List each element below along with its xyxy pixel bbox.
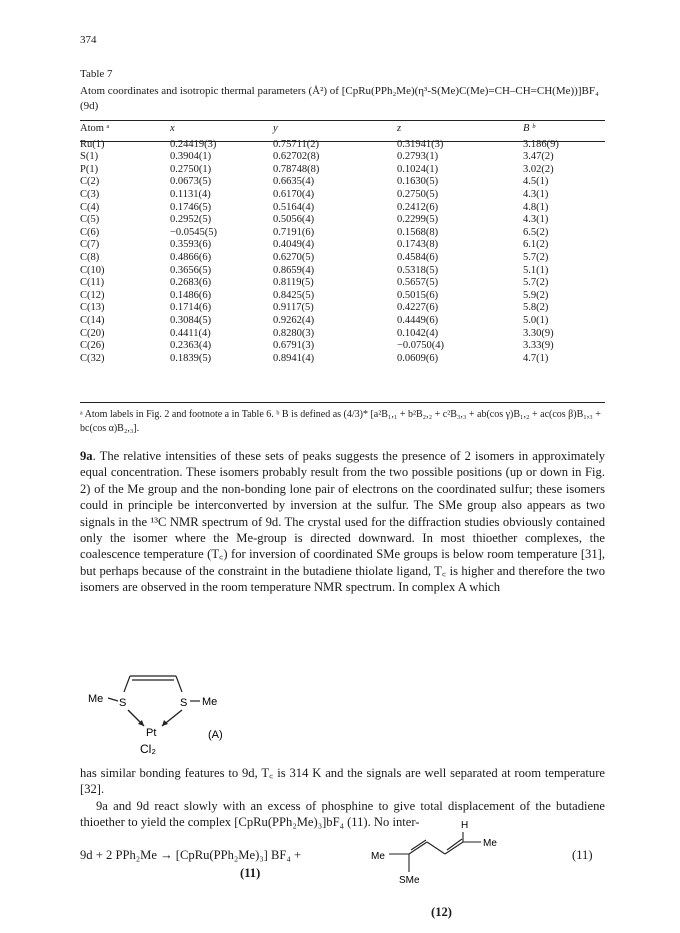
value-cell: 0.5056(4)	[273, 214, 315, 226]
atom-label-cell: C(2)	[80, 176, 100, 188]
value-cell: 3.47(2)	[523, 151, 554, 163]
struct-a-label: (A)	[208, 729, 223, 741]
value-cell: 0.4227(6)	[397, 302, 439, 314]
struct-a-me-left: Me	[88, 693, 104, 705]
table-header-cell: z	[397, 123, 402, 134]
atom-label-cell: C(32)	[80, 352, 105, 364]
value-cell: 0.2750(1)	[170, 163, 212, 175]
value-cell: 0.78748(8)	[273, 163, 320, 175]
value-cell: 5.1(1)	[523, 264, 549, 276]
table-row	[80, 151, 605, 164]
atom-label-cell: C(20)	[80, 327, 105, 339]
equation-number: (11)	[572, 848, 593, 862]
struct-12-bond	[427, 842, 445, 854]
value-cell: 0.1839(5)	[170, 352, 212, 364]
value-cell: 0.4866(6)	[170, 251, 212, 263]
table-bottom-rule	[80, 402, 605, 403]
atom-label-cell: C(8)	[80, 251, 100, 263]
table-caption: Atom coordinates and isotropic thermal parameters (Å²) of [CpRu(PPh₂Me)(η³-S(Me)C(Me)=CH–CH=CH(Me))]BF₄ (9d)	[80, 85, 599, 112]
table-header-cell: Atom ᵃ	[80, 123, 110, 134]
struct-a-bond	[108, 698, 118, 701]
table-row	[80, 290, 605, 303]
value-cell: 0.3656(5)	[170, 264, 212, 276]
table-top-rule	[80, 120, 605, 121]
value-cell: 0.8280(3)	[273, 327, 315, 339]
value-cell: 3.186(9)	[523, 138, 559, 150]
value-cell: 6.5(2)	[523, 226, 549, 238]
paragraph-3: 9a and 9d react slowly with an excess of phosphine to give total displacement of the butadiene thioether to yield the complex [CpRu(PPh₂Me)₃]bF₄ (11). No inter-	[80, 799, 605, 830]
value-cell: 0.75711(2)	[273, 138, 319, 150]
value-cell: 0.4411(4)	[170, 327, 211, 339]
table-row	[80, 340, 605, 353]
paragraph-1	[80, 448, 605, 596]
value-cell: 5.7(2)	[523, 251, 549, 263]
table-row	[80, 315, 605, 328]
struct-a-pt: Pt	[146, 727, 157, 739]
atom-label-cell: C(3)	[80, 188, 100, 200]
value-cell: 0.2683(6)	[170, 277, 212, 289]
struct-12-bond	[445, 842, 463, 854]
atom-label-cell: C(13)	[80, 302, 105, 314]
struct-12-me-right: Me	[483, 838, 497, 849]
atom-label-cell: C(14)	[80, 314, 105, 326]
table-row	[80, 265, 605, 278]
struct-a-s-left: S	[119, 697, 127, 709]
value-cell: 0.31941(3)	[397, 138, 444, 150]
value-cell: 0.3084(5)	[170, 314, 212, 326]
table-header-cell: x	[170, 123, 175, 134]
page-number: 374	[80, 34, 97, 46]
value-cell: 0.1630(5)	[397, 176, 439, 188]
value-cell: 0.1131(4)	[170, 188, 211, 200]
value-cell: 0.4449(6)	[397, 314, 439, 326]
value-cell: 0.2299(5)	[397, 214, 439, 226]
value-cell: 4.8(1)	[523, 201, 549, 213]
value-cell: 3.33(9)	[523, 340, 554, 352]
value-cell: 0.1743(8)	[397, 239, 439, 251]
value-cell: 0.1486(6)	[170, 289, 212, 301]
value-cell: 0.9262(4)	[273, 314, 315, 326]
value-cell: 0.1746(5)	[170, 201, 212, 213]
struct-a-me-right: Me	[202, 696, 218, 708]
struct-a-s-right: S	[180, 697, 188, 709]
table-body	[80, 139, 605, 366]
table-row	[80, 214, 605, 227]
value-cell: 0.7191(6)	[273, 226, 315, 238]
value-cell: 0.1714(6)	[170, 302, 212, 314]
atom-label-cell: Ru(1)	[80, 138, 105, 150]
struct-12-h: H	[461, 820, 469, 831]
value-cell: 0.0673(5)	[170, 176, 212, 188]
table-header-row	[80, 122, 605, 139]
value-cell: −0.0750(4)	[397, 340, 445, 352]
value-cell: 0.3904(1)	[170, 151, 212, 163]
value-cell: 5.9(2)	[523, 289, 549, 301]
value-cell: 0.6170(4)	[273, 188, 315, 200]
table-row	[80, 239, 605, 252]
coordinates-table	[80, 122, 605, 365]
value-cell: 0.4584(6)	[397, 251, 439, 263]
struct-12-me-left: Me	[371, 851, 385, 862]
value-cell: 0.4049(4)	[273, 239, 315, 251]
paragraph-1-text: . The relative intensities of these sets of peaks suggests the presence of 2 isomers in approximately equal concentration. These isomers probably result from the two possible positions (up or down in Fig. 2) of the Me group and the non-bonding lone pair of electrons on the coordinated sulfur; these isomers could in principle be interconverted by inversion at the sulfur. The SMe group also appears as two signals in the ¹³C NMR spectrum of 9d. The crystal used for the diffraction studies obviously contained only the isomer where the Me-group is directed downward. In most thioether complexes, the coalescence temperature (T꜀) for inversion of coordinated SMe groups is below room temperature [31], but perhaps because of the constraint in the butadiene thiolate ligand, T꜀ is higher and therefore the two isomers are observed in the room temperature NMR spectrum. In complex A which	[80, 449, 605, 595]
atom-label-cell: C(26)	[80, 340, 105, 352]
value-cell: 0.1042(4)	[397, 327, 439, 339]
reaction-equation: 9d + 2 PPh₂Me → [CpRu(PPh₂Me)₃] BF₄ +	[80, 848, 302, 862]
atom-label-cell: C(11)	[80, 277, 105, 289]
paragraph-2: has similar bonding features to 9d, T꜀ is 314 K and the signals are well separated at room temperature [32].	[80, 766, 605, 797]
value-cell: 0.24419(3)	[170, 138, 217, 150]
value-cell: 4.7(1)	[523, 352, 549, 364]
value-cell: 0.0609(6)	[397, 352, 439, 364]
value-cell: 4.3(1)	[523, 214, 549, 226]
value-cell: 0.2952(5)	[170, 214, 212, 226]
table-row	[80, 302, 605, 315]
table-row	[80, 353, 605, 366]
value-cell: 4.3(1)	[523, 188, 549, 200]
value-cell: 0.2750(5)	[397, 188, 439, 200]
value-cell: 0.5318(5)	[397, 264, 439, 276]
value-cell: 0.5164(4)	[273, 201, 315, 213]
table-row	[80, 227, 605, 240]
value-cell: 0.1568(8)	[397, 226, 439, 238]
value-cell: 0.3593(6)	[170, 239, 212, 251]
value-cell: 0.1024(1)	[397, 163, 439, 175]
value-cell: 0.8941(4)	[273, 352, 315, 364]
value-cell: 0.8425(5)	[273, 289, 315, 301]
value-cell: 6.1(2)	[523, 239, 549, 251]
table-header-rule	[80, 141, 605, 142]
structure-12-diagram	[365, 818, 535, 898]
value-cell: 5.8(2)	[523, 302, 549, 314]
atom-label-cell: P(1)	[80, 163, 99, 175]
compound-ref: 9a	[80, 449, 93, 463]
atom-label-cell: C(5)	[80, 214, 100, 226]
table-footnote: ᵃ Atom labels in Fig. 2 and footnote a in Table 6. ᵇ B is defined as (4/3)* [a²B₁,₁ + b²B₂,₂ + c²B₃,₃ + ab(cos γ)B₁,₂ + ac(cos β)B₁,₃ + bc(cos α)B₂,₃].	[80, 409, 601, 434]
value-cell: 0.8659(4)	[273, 264, 315, 276]
table-header-cell: y	[273, 123, 278, 134]
structure-a-diagram	[80, 668, 280, 763]
value-cell: 0.5015(6)	[397, 289, 439, 301]
struct-a-bond	[124, 676, 130, 692]
value-cell: 4.5(1)	[523, 176, 549, 188]
struct-12-bond	[409, 842, 427, 854]
struct-a-arrowhead	[162, 720, 168, 726]
value-cell: 0.62702(8)	[273, 151, 320, 163]
struct-a-bond	[176, 676, 182, 692]
table-row	[80, 176, 605, 189]
table-row	[80, 328, 605, 341]
atom-label-cell: S(1)	[80, 151, 99, 163]
value-cell: 3.30(9)	[523, 327, 554, 339]
table-label: Table 7	[80, 68, 113, 80]
product-label-12: (12)	[431, 905, 452, 919]
atom-label-cell: C(10)	[80, 264, 105, 276]
atom-label-cell: C(7)	[80, 239, 100, 251]
value-cell: −0.0545(5)	[170, 226, 218, 238]
value-cell: 0.2363(4)	[170, 340, 212, 352]
table-header-cell: B ᵇ	[523, 123, 535, 134]
table-row	[80, 252, 605, 265]
struct-a-cl: Cl₂	[140, 742, 156, 756]
table-row	[80, 202, 605, 215]
value-cell: 0.6791(3)	[273, 340, 315, 352]
value-cell: 0.2793(1)	[397, 151, 439, 163]
struct-12-sme: SMe	[399, 875, 420, 886]
atom-label-cell: C(4)	[80, 201, 100, 213]
value-cell: 5.0(1)	[523, 314, 549, 326]
atom-label-cell: C(6)	[80, 226, 100, 238]
struct-12-bond	[411, 840, 426, 850]
product-label-11: (11)	[240, 866, 261, 880]
value-cell: 0.8119(5)	[273, 277, 314, 289]
value-cell: 0.6635(4)	[273, 176, 315, 188]
value-cell: 0.2412(6)	[397, 201, 439, 213]
table-row	[80, 189, 605, 202]
atom-label-cell: C(12)	[80, 289, 105, 301]
value-cell: 0.6270(5)	[273, 251, 315, 263]
value-cell: 3.02(2)	[523, 163, 554, 175]
table-row	[80, 164, 605, 177]
value-cell: 5.7(2)	[523, 277, 549, 289]
value-cell: 0.5657(5)	[397, 277, 439, 289]
value-cell: 0.9117(5)	[273, 302, 314, 314]
table-row	[80, 277, 605, 290]
